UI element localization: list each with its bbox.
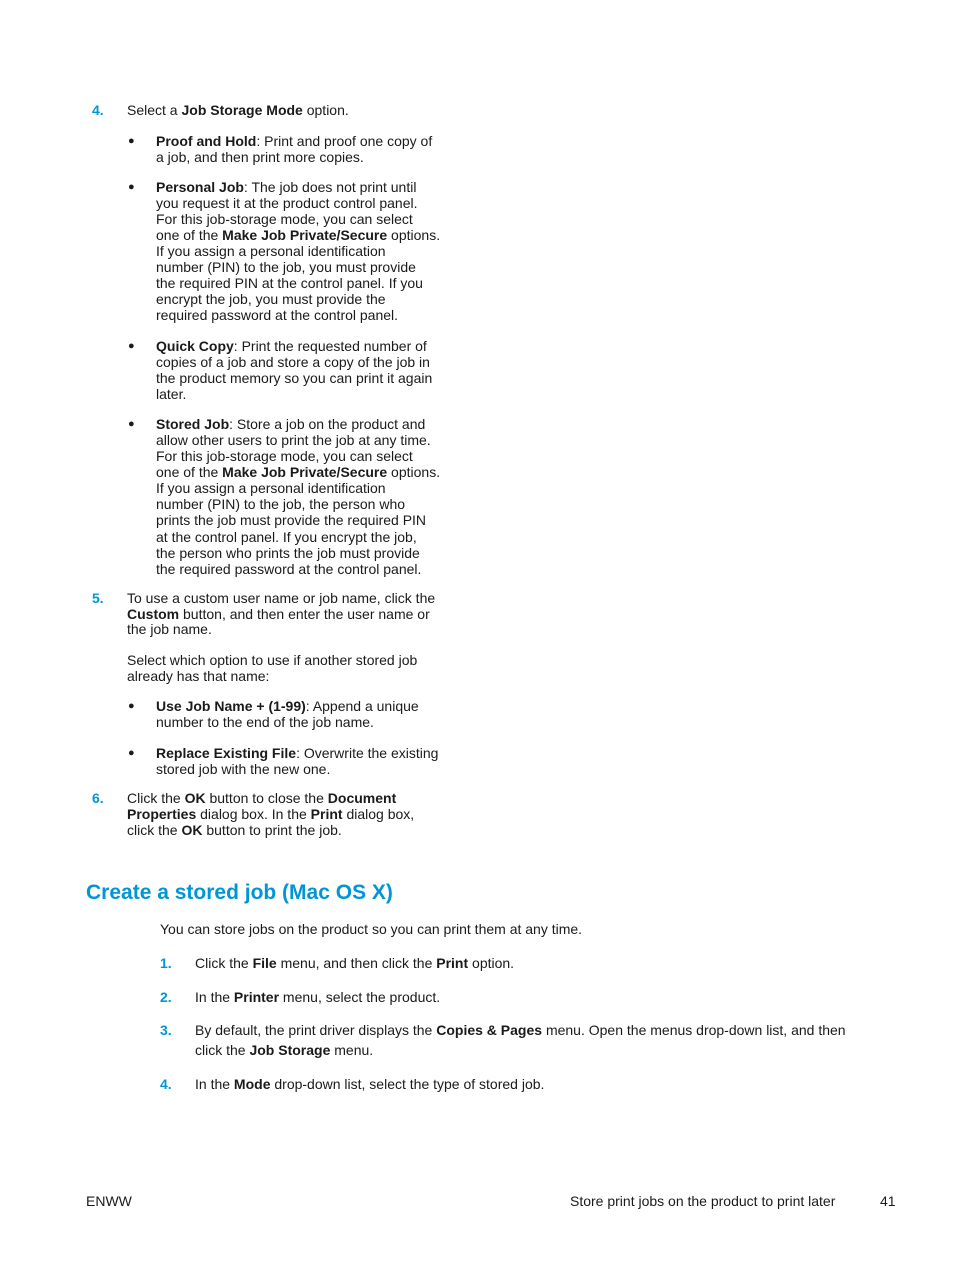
bullet-dot: ● [128,135,135,147]
step-text: Click the OK button to close the Document [127,790,397,806]
bullet-line: required password at the control panel. [156,307,399,323]
step-number: 1. [160,955,172,971]
bullet-dot: ● [128,747,135,759]
bullet-dot: ● [128,340,135,352]
bullet-dot: ● [128,181,135,193]
bullet-line: at the control panel. If you encrypt the job, [156,529,417,545]
section-intro: You can store jobs on the product so you can print them at any time. [160,921,583,937]
bullet-line: Stored Job: Store a job on the product and [156,416,426,432]
bullet-dot: ● [128,700,135,712]
page-number: 41 [880,1193,896,1209]
bullet-line: a job, and then print more copies. [156,149,364,165]
bullet-line: the product memory so you can print it again [156,370,433,386]
bullet-line: copies of a job and store a copy of the job in [156,354,430,370]
section-heading: Create a stored job (Mac OS X) [86,881,393,904]
bullet-line: Quick Copy: Print the requested number of [156,338,427,354]
bullet-line: prints the job must provide the required PIN [156,512,427,528]
bullet-line: number to the end of the job name. [156,714,374,730]
bullet-line: the required password at the control panel. [156,561,422,577]
step-text: Click the File menu, and then click the Print option. [195,955,515,971]
step-text: Custom button, and then enter the user name or [127,606,430,622]
bullet-line: stored job with the new one. [156,761,331,777]
step-text: the job name. [127,621,212,637]
bullet-line: one of the Make Job Private/Secure options. [156,227,441,243]
step-text: click the OK button to print the job. [127,822,342,838]
step-number: 5. [92,590,104,606]
footer-left: ENWW [86,1193,132,1209]
bullet-line: the required PIN at the control panel. If you [156,275,423,291]
bullet-line: allow other users to print the job at any time. [156,432,431,448]
step-text: By default, the print driver displays the Copies & Pages menu. Open the menus drop-down list, and then [195,1022,846,1038]
bullet-line: the person who prints the job must provide [156,545,420,561]
step-text: In the Mode drop-down list, select the type of stored job. [195,1076,545,1092]
bullet-line: Replace Existing File: Overwrite the existing [156,745,439,761]
bullet-line: you request it at the product control panel. [156,195,418,211]
bullet-dot: ● [128,418,135,430]
bullet-line: If you assign a personal identification [156,480,386,496]
step-number: 2. [160,989,172,1005]
step-number: 4. [92,102,104,118]
step-text: Select a Job Storage Mode option. [127,102,349,118]
bullet-line: If you assign a personal identification [156,243,386,259]
step-number: 4. [160,1076,172,1092]
footer-title: Store print jobs on the product to print later [570,1193,836,1209]
bullet-line: number (PIN) to the job, the person who [156,496,406,512]
step-text: To use a custom user name or job name, click the [127,590,436,606]
bullet-line: one of the Make Job Private/Secure options. [156,464,441,480]
bullet-line: Proof and Hold: Print and proof one copy of [156,133,433,149]
step-text: Properties dialog box. In the Print dialog box, [127,806,415,822]
bullet-line: number (PIN) to the job, you must provide [156,259,416,275]
bullet-line: later. [156,386,187,402]
step-number: 3. [160,1022,172,1038]
bullet-line: encrypt the job, you must provide the [156,291,386,307]
step-number: 6. [92,790,104,806]
bullet-line: Personal Job: The job does not print until [156,179,417,195]
step-text: In the Printer menu, select the product. [195,989,441,1005]
paragraph: Select which option to use if another stored job [127,652,418,668]
paragraph: already has that name: [127,668,270,684]
bullet-line: For this job-storage mode, you can select [156,448,413,464]
step-text: click the Job Storage menu. [195,1042,374,1058]
bullet-line: Use Job Name + (1-99): Append a unique [156,698,419,714]
bullet-line: For this job-storage mode, you can select [156,211,413,227]
